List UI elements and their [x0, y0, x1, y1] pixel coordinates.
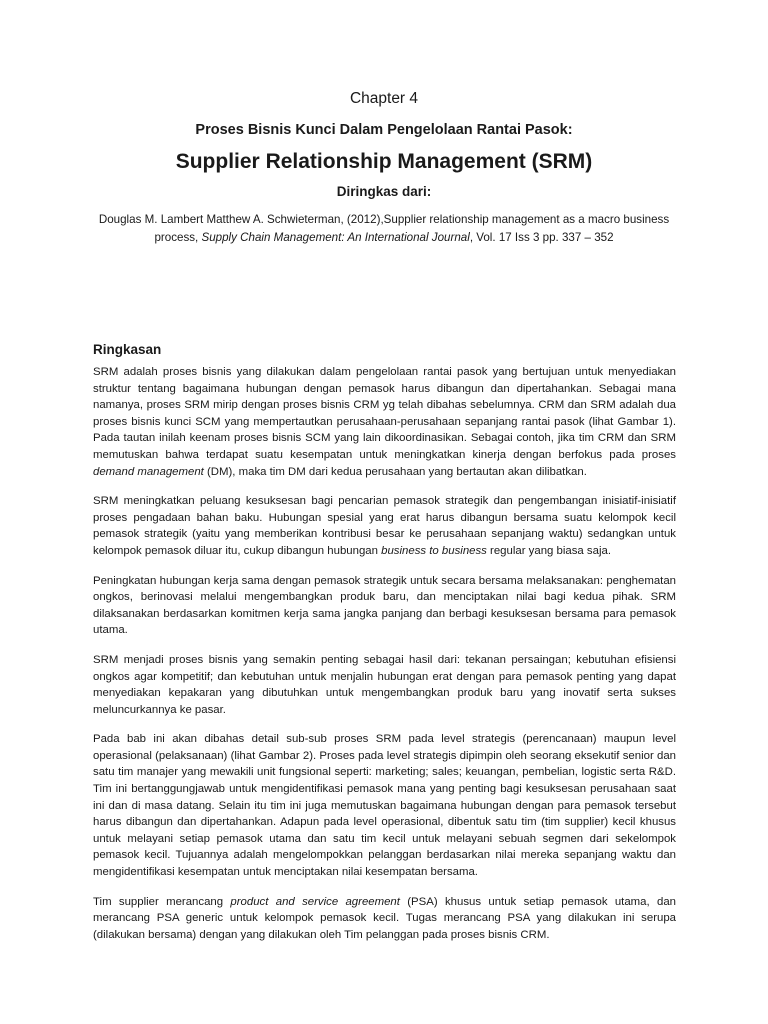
paragraph-2-emphasis: business to business — [381, 544, 487, 557]
citation-details: , Vol. 17 Iss 3 pp. 337 – 352 — [469, 230, 614, 244]
paragraph-6-emphasis: product and service agreement — [230, 895, 400, 908]
document-subtitle: Proses Bisnis Kunci Dalam Pengelolaan Rantai Pasok: — [195, 122, 573, 138]
paragraph-5: Pada bab ini akan dibahas detail sub-sub proses SRM pada level strategis (perencanaan) maupun level operasional (pelaksanaan) (lihat Gambar 2). Proses pada level strategis dipimpin oleh seorang eksekutif senior dan satu tim manajer yang mewakili unit fungsional seperti: marketing; sales; keuangan, pembelian, logistic serta R&D. Tim ini bertanggungjawab untuk mengidentifikasi pemasok mana yang penting bagi kesuksesan perusahaan saat ini dan di masa datang. Selain itu tim ini juga memutuskan bagaimana hubungan dengan para pemasok tersebut harus dibangun dan dipertahankan. Adapun pada level operasional, dibentuk satu tim (tim supplier) kecil khusus untuk melayani setiap pemasok utama dan satu tim kecil untuk melayani sebuah segmen dari sekelompok pemasok kecil. Tujuannya adalah mengelompokkan pelanggan berdasarkan nilai mereka sepanjang waktu dan mengidentifikasi kesempatan untuk menciptakan nilai kesempatan bersama. — [93, 733, 676, 879]
paragraph-6-text-b: (PSA) khusus untuk setiap pemasok utama, dan merancang PSA generic untuk kelompok pemasok kecil. Tugas merancang PSA yang dilakukan ini serupa (dilakukan bersama) dengan yang dilakukan oleh Tim pelanggan pada proses bisnis CRM. — [93, 895, 676, 941]
paragraph-1-emphasis: demand management — [93, 465, 204, 478]
paragraph-1-text-b: (DM), maka tim DM dari kedua perusahaan yang bertautan akan dilibatkan. — [203, 465, 587, 478]
paragraph-2 — [93, 493, 676, 559]
document-title: Supplier Relationship Management (SRM) — [175, 150, 593, 173]
citation-authors: Douglas M. Lambert Matthew A. Schwieterman, (2012),Supplier relationship management as a macro business process, — [98, 213, 670, 244]
citation — [84, 211, 684, 246]
paragraph-4: SRM menjadi proses bisnis yang semakin penting sebagai hasil dari: tekanan persaingan; kebutuhan efisiensi ongkos agar kompetitif; dan kebutuhan untuk menjalin hubungan erat dengan para pemasok penting yang dapat menyediakan kepakaran yang dibutuhkan untuk mengembangkan produk baru yang inovatif serta sukses meluncurkannya ke pasar. — [93, 653, 676, 716]
paragraph-6-text-a: Tim supplier merancang — [93, 895, 231, 908]
section-heading: Ringkasan — [93, 342, 162, 357]
paragraph-2-text-b: regular yang biasa saja. — [486, 544, 611, 557]
chapter-label: Chapter 4 — [349, 90, 419, 107]
paragraph-6 — [93, 894, 676, 944]
body-text — [93, 364, 676, 956]
citation-journal: Supply Chain Management: An International Journal — [201, 230, 470, 244]
paragraph-2-text-a: SRM meningkatkan peluang kesuksesan bagi pencarian pemasok strategik dan pengembangan inisiatif-inisiatif proses pengadaan bahan baku. Hubungan spesial yang erat harus dibangun bersama suatu kelompok kecil pemasok strategik (yaitu yang memberikan kontribusi besar ke perusahaan sepanjang waktu) sedangkan untuk kelompok pemasok diluar itu, cukup dibangun hubungan — [93, 495, 676, 557]
paragraph-1-text-a: SRM adalah proses bisnis yang dilakukan dalam pengelolaan rantai pasok yang bertujuan untuk menyediakan struktur tentang bagaimana hubungan dengan pemasok harus dibangun dan dipertahankan. Sebagai mana namanya, proses SRM mirip dengan proses bisnis CRM yg telah dibahas sebelumnya. CRM dan SRM adalah dua proses bisnis kunci SCM yang mempertautkan perusahaan-perusahaan sepanjang rantai pasok (lihat Gambar 1). Pada tautan inilah keenam proses bisnis SCM yang lain dikoordinasikan. Sebagai contoh, jika tim CRM dan SRM memutuskan bahwa terdapat suatu kesempatan untuk meningkatkan kinerja dengan berfokus pada proses — [93, 366, 676, 461]
paragraph-1 — [93, 364, 676, 480]
paragraph-3: Peningkatan hubungan kerja sama dengan pemasok strategik untuk secara bersama melaksanakan: penghematan ongkos, berinovasi melalui mengembangkan produk baru, dan menciptakan nilai bagi kedua pihak. SRM dilaksanakan berdasarkan komitmen kerja sama jangka panjang dan berbagi kesuksesan bersama para pemasok utama. — [93, 574, 676, 637]
summarized-from-label: Diringkas dari: — [336, 184, 432, 199]
